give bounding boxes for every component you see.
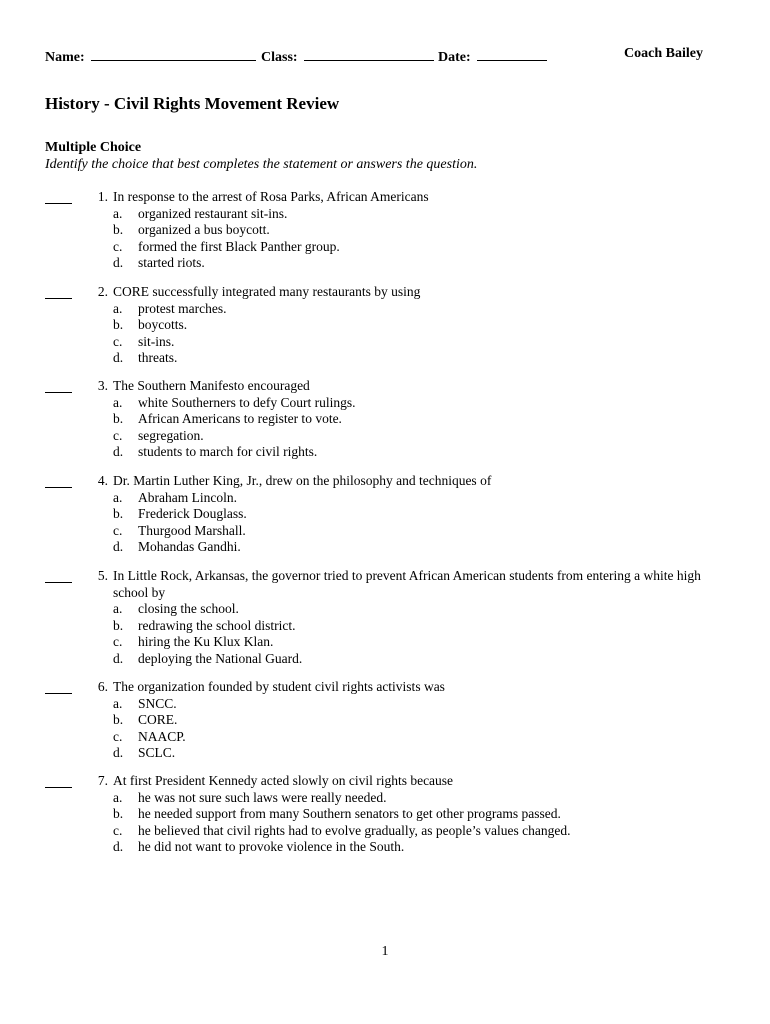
choice-text: formed the first Black Panther group. xyxy=(138,238,340,254)
question-stem: In Little Rock, Arkansas, the governor tried to prevent African American students from entering a white high school by xyxy=(113,568,701,600)
choice-letter: a. xyxy=(113,205,123,221)
choice-letter: b. xyxy=(113,506,124,521)
choice-letter: d. xyxy=(113,255,124,270)
choice-letter: c. xyxy=(113,634,123,649)
class-field-group xyxy=(261,46,434,66)
choice-letter: c. xyxy=(113,728,123,744)
answer-blank[interactable] xyxy=(45,298,72,299)
date-label: Date: xyxy=(438,50,471,65)
question-4 xyxy=(45,473,735,556)
date-field-group xyxy=(438,46,547,66)
choice-text: boycotts. xyxy=(138,317,188,332)
answer-blank[interactable] xyxy=(45,487,72,488)
teacher-name: Coach Bailey xyxy=(624,46,703,61)
choice-letter: a. xyxy=(113,394,123,410)
question-number: 2. xyxy=(97,284,108,299)
choice-letter: b. xyxy=(113,411,124,426)
question-number: 6. xyxy=(97,679,108,694)
choice-text: closing the school. xyxy=(138,601,239,616)
choice-text: hiring the Ku Klux Klan. xyxy=(138,634,274,649)
choice-letter: a. xyxy=(113,489,123,505)
choice-letter: c. xyxy=(113,333,123,349)
question-stem: In response to the arrest of Rosa Parks, African Americans xyxy=(113,189,429,204)
choice-text: started riots. xyxy=(138,255,205,270)
choice-text: NAACP. xyxy=(138,728,186,744)
section-title: Multiple Choice xyxy=(45,140,142,155)
class-label: Class: xyxy=(261,50,298,65)
question-stem: The Southern Manifesto encouraged xyxy=(113,378,310,393)
answer-blank[interactable] xyxy=(45,203,72,204)
choice-letter: d. xyxy=(113,539,124,554)
question-5 xyxy=(45,568,735,667)
choice-text: he was not sure such laws were really needed. xyxy=(138,789,387,805)
choice-text: Thurgood Marshall. xyxy=(138,522,246,538)
choice-text: white Southerners to defy Court rulings. xyxy=(138,394,356,410)
choice-text: Frederick Douglass. xyxy=(138,506,247,521)
choice-text: Mohandas Gandhi. xyxy=(138,539,241,554)
question-stem: Dr. Martin Luther King, Jr., drew on the philosophy and techniques of xyxy=(113,473,492,488)
question-number: 1. xyxy=(97,189,108,204)
choice-text: SCLC. xyxy=(138,745,176,760)
choice-text: threats. xyxy=(138,350,178,365)
name-label: Name: xyxy=(45,50,85,65)
choice-text: students to march for civil rights. xyxy=(138,444,318,459)
choice-text: segregation. xyxy=(138,427,204,443)
question-number: 7. xyxy=(97,773,108,788)
choice-letter: c. xyxy=(113,238,123,254)
name-blank[interactable] xyxy=(91,46,256,61)
choice-letter: b. xyxy=(113,617,124,633)
choice-text: African Americans to register to vote. xyxy=(138,411,342,426)
date-blank[interactable] xyxy=(477,46,547,61)
question-7 xyxy=(45,773,735,856)
choice-letter: a. xyxy=(113,789,123,805)
choice-letter: c. xyxy=(113,822,123,838)
choice-text: deploying the National Guard. xyxy=(138,650,303,666)
question-number: 3. xyxy=(97,378,108,393)
question-number: 4. xyxy=(97,473,108,488)
choice-letter: d. xyxy=(113,350,124,365)
choice-letter: b. xyxy=(113,317,124,332)
section-instructions: Identify the choice that best completes the statement or answers the question. xyxy=(45,157,478,172)
question-6 xyxy=(45,679,735,762)
choice-text: he needed support from many Southern senators to get other programs passed. xyxy=(138,806,561,821)
worksheet-header xyxy=(45,46,705,66)
choice-letter: b. xyxy=(113,712,124,727)
choice-letter: d. xyxy=(113,745,124,760)
choice-letter: a. xyxy=(113,300,123,316)
choice-letter: b. xyxy=(113,222,124,237)
choice-letter: d. xyxy=(113,444,124,459)
worksheet-title: History - Civil Rights Movement Review xyxy=(45,94,340,113)
answer-blank[interactable] xyxy=(45,693,72,694)
choice-text: he did not want to provoke violence in the South. xyxy=(138,839,405,854)
answer-blank[interactable] xyxy=(45,787,72,788)
page-number: 1 xyxy=(381,944,389,959)
question-3 xyxy=(45,378,735,461)
choice-letter: a. xyxy=(113,695,123,711)
answer-blank[interactable] xyxy=(45,392,72,393)
question-2 xyxy=(45,284,735,367)
choice-text: SNCC. xyxy=(138,695,177,711)
choice-text: organized a bus boycott. xyxy=(138,222,270,237)
choice-letter: c. xyxy=(113,427,123,443)
choice-text: Abraham Lincoln. xyxy=(138,489,237,505)
choice-letter: d. xyxy=(113,839,124,854)
question-1 xyxy=(45,189,735,272)
question-stem: At first President Kennedy acted slowly on civil rights because xyxy=(113,773,454,788)
choice-text: CORE. xyxy=(138,712,178,727)
choice-text: redrawing the school district. xyxy=(138,617,296,633)
choice-text: protest marches. xyxy=(138,300,227,316)
choice-text: he believed that civil rights had to evolve gradually, as people’s values changed. xyxy=(138,822,571,838)
name-field-group xyxy=(45,46,256,66)
choice-letter: a. xyxy=(113,601,123,616)
choice-letter: d. xyxy=(113,650,124,666)
choice-letter: c. xyxy=(113,522,123,538)
choice-letter: b. xyxy=(113,806,124,821)
question-stem: The organization founded by student civil rights activists was xyxy=(113,679,445,694)
choice-text: sit-ins. xyxy=(138,333,175,349)
question-stem: CORE successfully integrated many restaurants by using xyxy=(113,284,421,299)
question-number: 5. xyxy=(97,568,108,583)
answer-blank[interactable] xyxy=(45,582,72,583)
choice-text: organized restaurant sit-ins. xyxy=(138,205,288,221)
class-blank[interactable] xyxy=(304,46,434,61)
